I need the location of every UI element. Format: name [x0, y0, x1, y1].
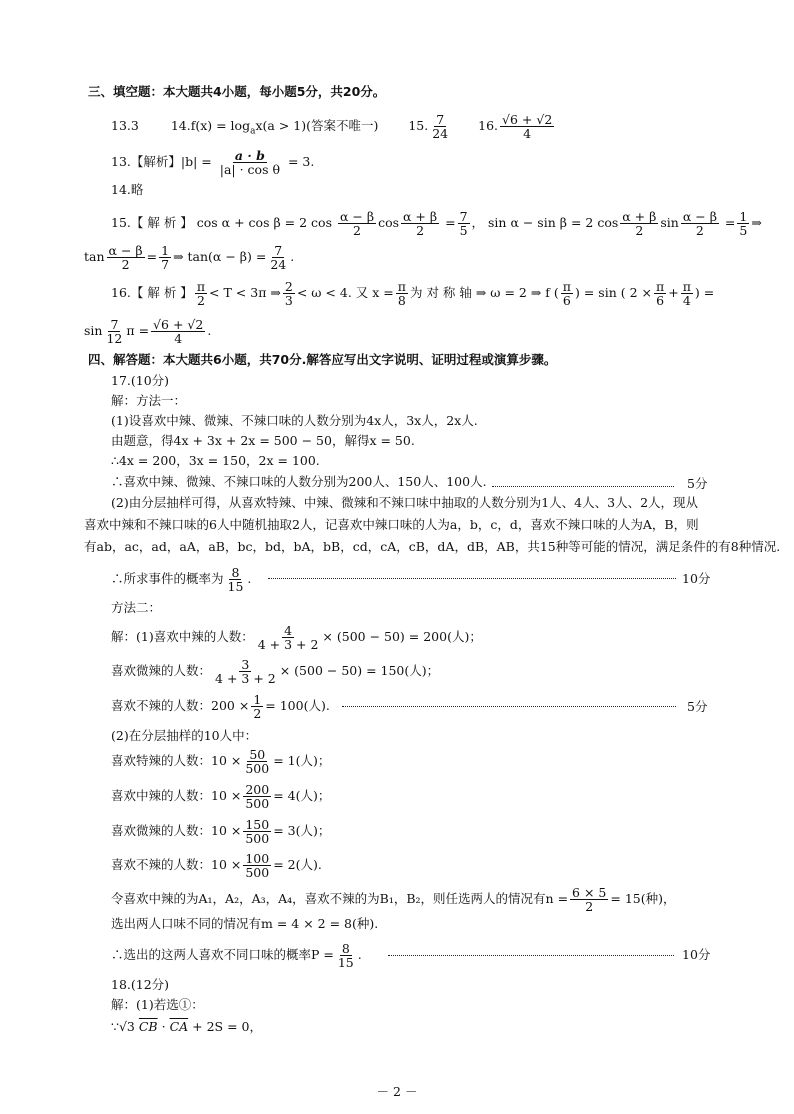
q17-m2-line5: 喜欢特辣的人数：10 × $\frac{50}{500}$ = 1(人)； [111, 747, 331, 776]
score-mark: 10分 [682, 947, 711, 962]
vector-ca: $\overline{CA}$ [169, 1019, 189, 1034]
q17-probability: ∴所求事件的概率为 $\frac{8}{15}$ . [111, 565, 252, 594]
answer-16: 16. $\frac{√6 + √2}{4}$ [478, 112, 553, 141]
dotted-leader [492, 486, 674, 487]
q17-m2-line6: 喜欢中辣的人数：10 × $\frac{200}{500}$ = 4(人)； [111, 782, 331, 811]
q17-line2: 由题意，得4x + 3x + 2x = 500 − 50，解得x = 50. [111, 433, 415, 448]
q17-heading: 17.(10分) [111, 373, 170, 388]
q17-m2-line7: 喜欢微辣的人数：10 × $\frac{150}{500}$ = 3(人)； [111, 817, 331, 846]
q16-solution-line2: sin $\frac{7}{12}$ π = $\frac{√6 + √2}{4}$ . [84, 317, 212, 346]
q14-solution: 14.略 [111, 182, 144, 197]
score-mark: 5分 [687, 699, 708, 714]
q13-solution: 13.【解析】|b| = $\frac{a \cdot b}{\text{|a| · cos θ}}$ = 3. [111, 148, 315, 177]
dotted-leader [268, 578, 676, 579]
answers-row [111, 113, 556, 140]
answer-15: 15. $\frac{7}{24}$ [408, 112, 449, 141]
answer-14: $14.f(x) = \log_ax(a > 1)$(答案不唯一) [170, 118, 379, 137]
q15-solution-line1: 15.【 解 析 】 cos α + cos β = 2 cos $\frac{\alpha - \beta}{2}$ cos $\frac{\alpha + \beta}{2}$ = $\frac{7}{5}$ ， sin α − sin β = 2 cos $\frac{\alpha + \beta}{2}$ sin $\frac{\alpha - \beta}{2}$ = $\frac{1}{5}$ ⇒ [111, 209, 762, 238]
vector-cb: $\overline{CB}$ [138, 1019, 158, 1034]
dotted-leader [388, 955, 674, 956]
q17-m2-line1: 解：(1)喜欢中辣的人数： $\frac{4}{4 + 3 + 2}$ × (500 − 50) = 200(人)； [111, 623, 482, 652]
q17-line3: ∴4x = 200，3x = 150，2x = 100. [111, 453, 320, 468]
score-mark: 10分 [682, 571, 711, 586]
q17-m2-line4: (2)在分层抽样的10人中： [111, 728, 258, 743]
score-mark: 5分 [687, 476, 708, 491]
q17-line1: (1)设喜欢中辣、微辣、不辣口味的人数分别为4x人，3x人，2x人. [111, 413, 478, 428]
page-number: － 2 － [376, 1084, 418, 1099]
q15-solution-line2: tan $\frac{\alpha - \beta}{2}$ = $\frac{1}{7}$ ⇒ tan(α − β) = $\frac{7}{24}$ . [84, 243, 295, 272]
q18-line1: 解：(1)若选①： [111, 997, 204, 1012]
q17-line6: 喜欢中辣和不辣口味的6人中随机抽取2人，记喜欢中辣口味的人为a，b，c，d，喜欢不辣口味的人为A，B，则 [84, 517, 699, 532]
q18-line2: ∵√3 $\overline{CB} \cdot \overline{CA} + 2S = 0$， [111, 1019, 262, 1034]
q17-m2-line8: 喜欢不辣的人数：10 × $\frac{100}{500}$ = 2(人). [111, 851, 322, 880]
dotted-leader [342, 706, 676, 707]
q17-m2-line10: 选出两人口味不同的情况有m = 4 × 2 = 8(种). [111, 916, 379, 931]
q17-m2-line9: 令喜欢中辣的为A₁，A₂，A₃，A₄，喜欢不辣的为B₁，B₂，则任选两人的情况有n = $\frac{6 \times 5}{2}$ = 15(种)， [111, 885, 676, 914]
q17-line5: (2)由分层抽样可得，从喜欢特辣、中辣、微辣和不辣口味中抽取的人数分别为1人、4人、3人、2人，现从 [111, 495, 699, 510]
q16-solution-line1: 16.【 解 析 】 $\frac{\pi}{2}$ < T < 3π ⇒ $\frac{2}{3}$ < ω < 4. 又 x = $\frac{\pi}{8}$ 为 对 称 轴 ⇒ ω = 2 ⇒ f ( $\frac{\pi}{6}$ ) = sin ( 2 × $\frac{\pi}{6}$ + $\frac{\pi}{4}$ ) = [111, 279, 715, 308]
q17-m2-line3: 喜欢不辣的人数：200 × $\frac{1}{2}$ = 100(人). [111, 692, 330, 721]
answer-13: 13.3 [111, 118, 139, 133]
q17-method2: 方法二： [111, 600, 162, 615]
q18-heading: 18.(12分) [111, 977, 170, 992]
section-4-title: 四、解答题：本大题共6小题，共70分.解答应写出文字说明、证明过程或演算步骤。 [88, 352, 557, 367]
q17-method1: 解：方法一： [111, 393, 187, 408]
q17-m2-probability: ∴选出的这两人喜欢不同口味的概率P = $\frac{8}{15}$ . [111, 941, 362, 970]
q17-line4: ∴喜欢中辣、微辣、不辣口味的人数分别为200人、150人、100人. [111, 474, 487, 489]
q17-m2-line2: 喜欢微辣的人数： $\frac{3}{4 + 3 + 2}$ × (500 − 50) = 150(人)； [111, 657, 440, 686]
q17-line7: 有ab，ac，ad，aA，aB，bc，bd，bA，bB，cd，cA，cB，dA，dB，AB，共15种等可能的情况，满足条件的有8种情况. [84, 539, 781, 554]
section-3-title: 三、填空题：本大题共4小题，每小题5分，共20分。 [88, 84, 386, 99]
